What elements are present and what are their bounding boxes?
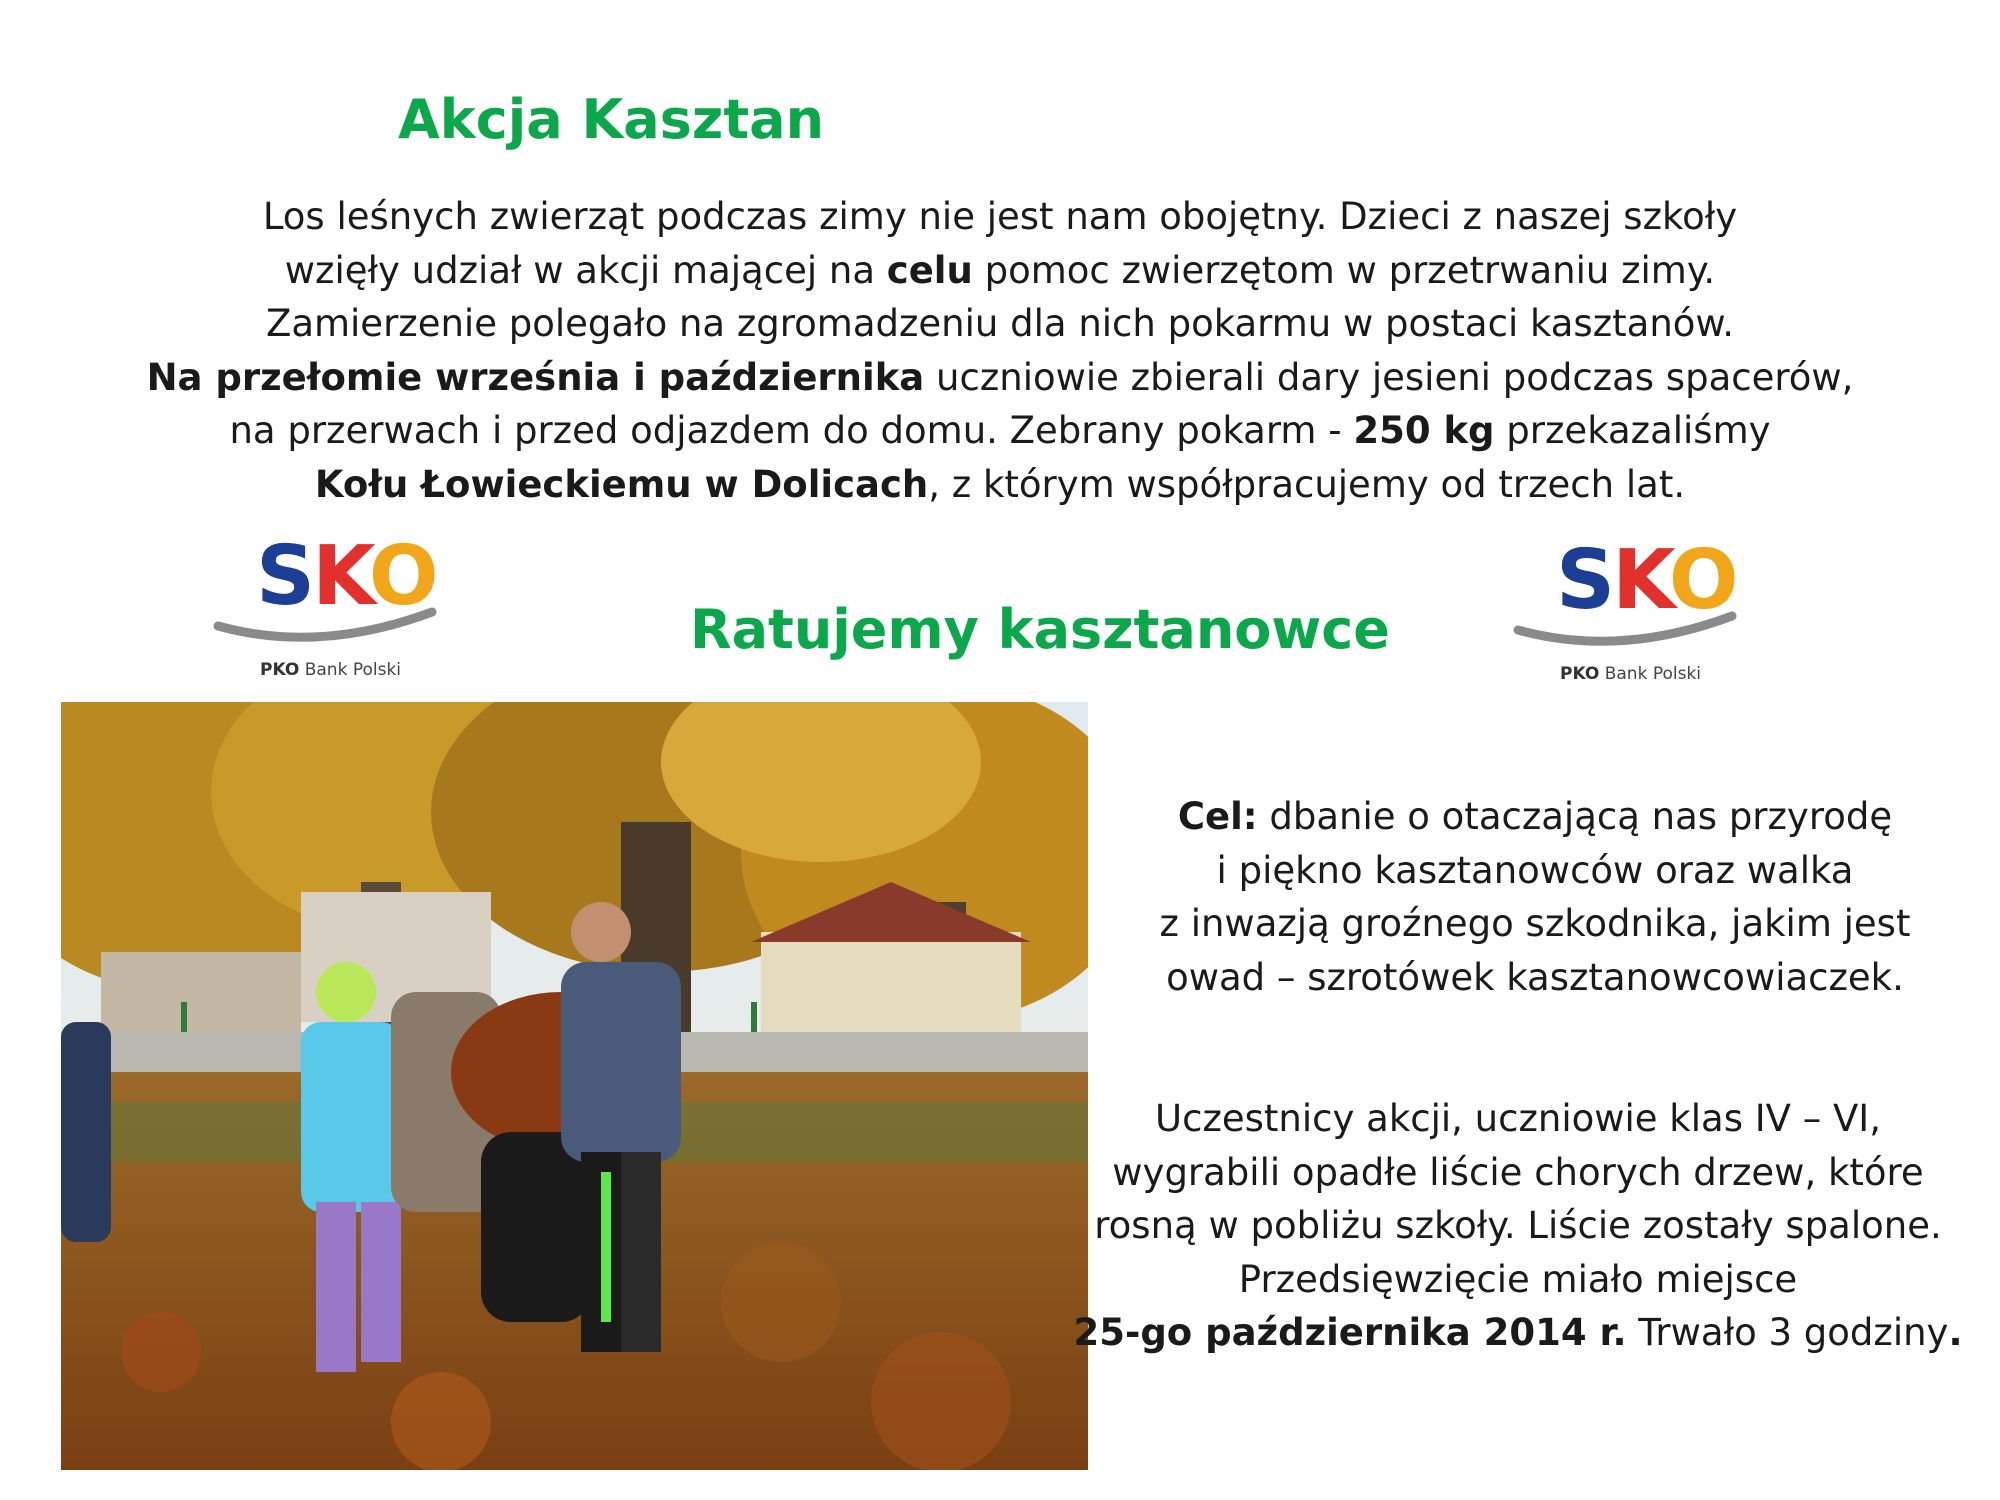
akcja-kasztan-title: Akcja Kasztan: [398, 88, 825, 151]
text-segment: z inwazją groźnego szkodnika, jakim jest: [1159, 902, 1911, 945]
text-line: [0, 244, 2000, 298]
text-line: [1095, 897, 1975, 951]
photo-illustration: [61, 702, 1088, 1470]
text-segment: rosną w pobliżu szkoły. Liście zostały spalone.: [1094, 1204, 1942, 1247]
bold-text: Na przełomie września i października: [146, 355, 925, 399]
text-line: [1058, 1253, 1978, 1307]
text-segment: , z którym współpracujemy od trzech lat.: [928, 462, 1686, 506]
sko-wordmark: SKO: [1556, 533, 1736, 628]
sko-wordmark: SKO: [256, 529, 436, 624]
text-segment: Los leśnych zwierząt podczas zimy nie jest nam obojętny. Dzieci z naszej szkoły: [262, 195, 1738, 238]
leaf-raking-photo: [61, 702, 1088, 1470]
text-segment: owad – szrotówek kasztanowcowiaczek.: [1166, 955, 1904, 999]
text-line: [0, 404, 2000, 458]
text-segment: przekazaliśmy: [1494, 409, 1771, 452]
goal-text: [1095, 790, 1975, 1004]
sko-logo-right: [1510, 533, 1750, 686]
akcja-kasztan-text: [0, 190, 2000, 511]
text-segment: wygrabili opadłe liście chorych drzew, które: [1112, 1150, 1924, 1194]
text-segment: i piękno kasztanowców oraz walka: [1216, 848, 1854, 892]
text-line: [1095, 844, 1975, 898]
text-segment: Przedsięwzięcie miało miejsce: [1238, 1257, 1798, 1301]
text-segment: pomoc zwierzętom w przetrwaniu zimy.: [972, 248, 1716, 292]
text-line: [1058, 1306, 1978, 1360]
text-segment: Zamierzenie polegało na zgromadzeniu dla nich pokarmu w postaci kasztanów.: [265, 302, 1735, 345]
sko-swoosh: [1510, 596, 1750, 656]
text-line: [1095, 951, 1975, 1005]
bold-text: Kołu Łowieckiemu w Dolicach: [314, 462, 929, 506]
bold-text: Cel:: [1177, 795, 1258, 838]
text-segment: wzięły udział w akcji mającej na: [284, 248, 887, 292]
sko-swoosh: [210, 592, 450, 652]
pko-bank-label: PKO Bank Polski: [260, 660, 402, 680]
text-segment: na przerwach i przed odjazdem do domu. Zebrany pokarm -: [229, 409, 1354, 452]
bold-text: 25-go października 2014 r.: [1073, 1311, 1627, 1354]
text-line: [0, 458, 2000, 512]
bold-text: .: [1948, 1311, 1963, 1354]
text-line: [0, 190, 2000, 244]
text-line: [1095, 790, 1975, 844]
text-segment: dbanie o otaczającą nas przyrodę: [1257, 795, 1893, 838]
text-segment: Uczestnicy akcji, uczniowie klas IV – VI,: [1155, 1097, 1881, 1140]
pko-bank-label: PKO Bank Polski: [1560, 664, 1702, 684]
sko-logo-left: [210, 529, 450, 682]
summary-text: [1058, 1092, 1978, 1360]
text-segment: uczniowie zbierali dary jesieni podczas spacerów,: [924, 355, 1854, 399]
bold-text: 250 kg: [1353, 409, 1495, 452]
text-line: [1058, 1092, 1978, 1146]
text-line: [0, 297, 2000, 351]
bold-text: celu: [886, 248, 973, 292]
text-line: [1058, 1199, 1978, 1253]
text-line: [1058, 1146, 1978, 1200]
ratujemy-kasztanowce-title: Ratujemy kasztanowce: [690, 598, 1390, 661]
text-line: [0, 351, 2000, 405]
text-segment: Trwało 3 godziny: [1626, 1311, 1949, 1354]
